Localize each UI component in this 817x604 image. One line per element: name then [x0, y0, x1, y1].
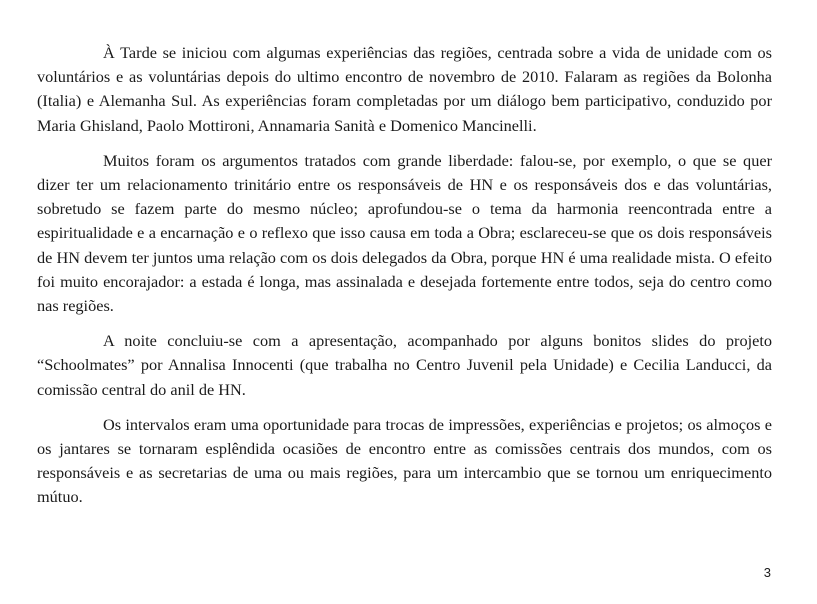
paragraph-afternoon-experiences: À Tarde se iniciou com algumas experiências das regiões, centrada sobre a vida de unidade com os voluntários e as voluntárias depois do ultimo encontro de novembro de 2010. Falaram as regiões da Bolonha (Italia) e Alemanha Sul. As experiências foram completadas por um diálogo bem participativo, conduzido por Maria Ghisland, Paolo Mottironi, Annamaria Sanità e Domenico Mancinelli.: [37, 43, 772, 135]
body-text: [37, 41, 772, 521]
page-number: 3: [763, 565, 771, 580]
paragraph-arguments-discussed: Muitos foram os argumentos tratados com grande liberdade: falou-se, por exemplo, o que se quer dizer ter um relacionamento trinitário entre os responsáveis de HN e os responsáveis dos e das voluntárias, sobretudo se fazem parte do mesmo núcleo; aprofundou-se o tema da harmonia reencontrada entre a espiritualidade e a encarnação e o reflexo que isso causa em toda a Obra; esclareceu-se que os dois responsáveis de HN devem ter juntos uma relação com os dois delegados da Obra, porque HN é uma realidade mista. O efeito foi muito encorajador: a estada é longa, mas assinalada e desejada fortemente entre todos, seja do centro como nas regiões.: [37, 150, 772, 316]
paragraph-evening-presentation: A noite concluiu-se com a apresentação, acompanhado por alguns bonitos slides do projeto “Schoolmates” por Annalisa Innocenti (que trabalha no Centro Juvenil pela Unidade) e Cecilia Landucci, da comissão central do anil de HN.: [37, 331, 772, 399]
paragraph-intervals: Os intervalos eram uma oportunidade para trocas de impressões, experiências e projetos; os almoços e os jantares se tornaram esplêndida ocasiões de encontro entre as comissões centrais dos mundos, com os responsáveis e as secretarias de uma ou mais regiões, para um intercambio que se tornou um enriquecimento mútuo.: [37, 414, 772, 507]
